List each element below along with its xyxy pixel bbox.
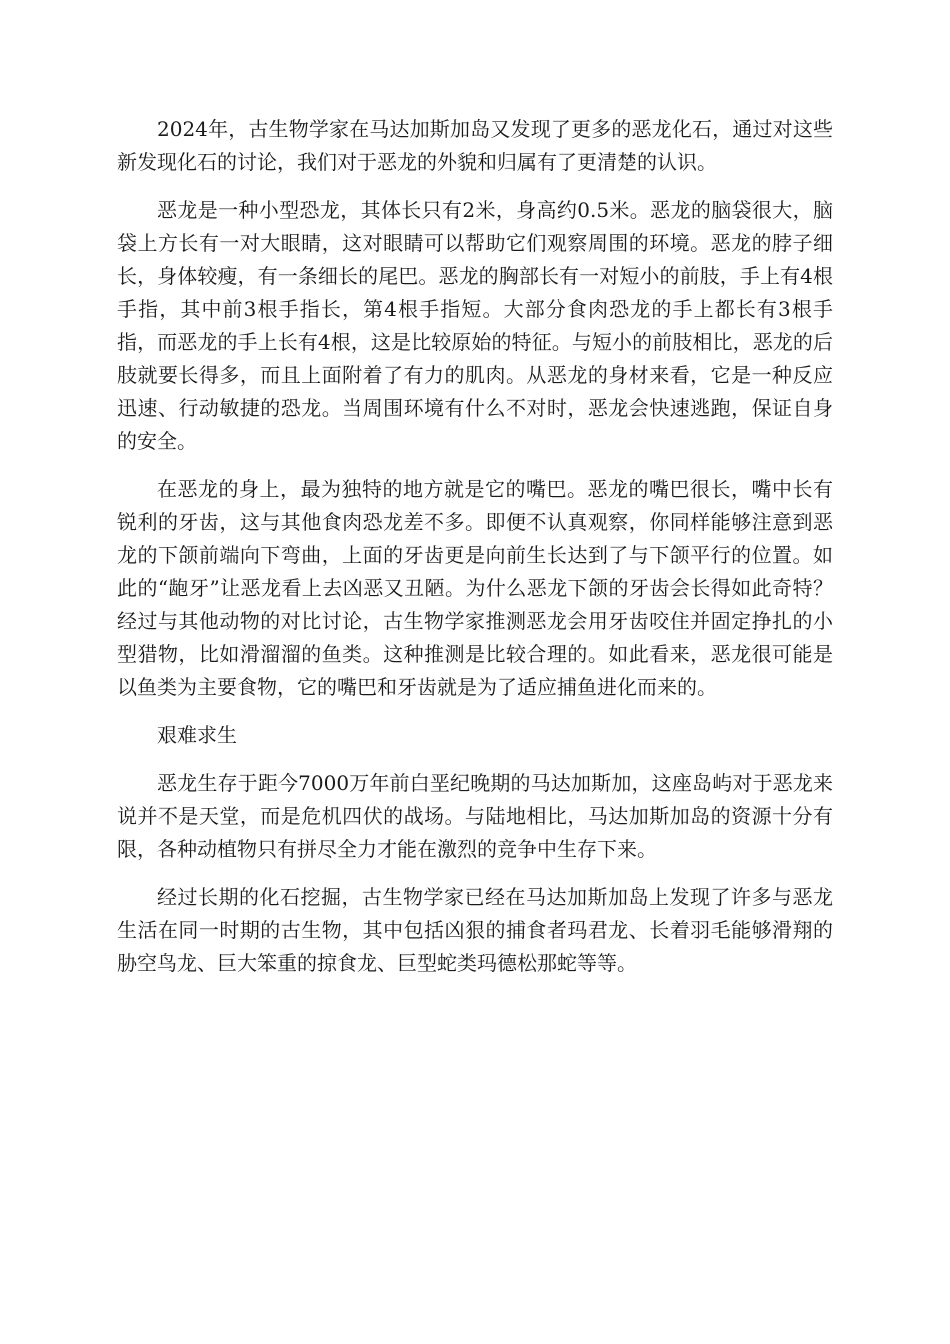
paragraph-contemporaries: 经过长期的化石挖掘，古生物学家已经在马达加斯加岛上发现了许多与恶龙生活在同一时期的古生物，其中包括凶狠的捕食者玛君龙、长着羽毛能够滑翔的胁空鸟龙、巨大笨重的掠食龙、巨型蛇类玛德松那蛇等等。 [117,885,833,975]
paragraph-mouth-teeth: 在恶龙的身上，最为独特的地方就是它的嘴巴。恶龙的嘴巴很长，嘴中长有锐利的牙齿，这与其他食肉恐龙差不多。即便不认真观察，你同样能够注意到恶龙的下颌前端向下弯曲，上面的牙齿更是向前生长达到了与下颌平行的位置。如此的“龅牙”让恶龙看上去凶恶又丑陋。为什么恶龙下颌的牙齿会长得如此奇特？经过与其他动物的对比讨论，古生物学家推测恶龙会用牙齿咬住并固定挣扎的小型猎物，比如滑溜溜的鱼类。这种推测是比较合理的。如此看来，恶龙很可能是以鱼类为主要食物，它的嘴巴和牙齿就是为了适应捕鱼进化而来的。 [117,477,833,699]
paragraph-fossil-discovery: 2024年，古生物学家在马达加斯加岛又发现了更多的恶龙化石，通过对这些新发现化石的讨论，我们对于恶龙的外貌和归属有了更清楚的认识。 [117,117,833,174]
paragraph-habitat: 恶龙生存于距今7000万年前白垩纪晚期的马达加斯加，这座岛屿对于恶龙来说并不是天堂，而是危机四伏的战场。与陆地相比，马达加斯加岛的资源十分有限，各种动植物只有拼尽全力才能在激烈的竞争中生存下来。 [117,771,833,861]
section-heading-survival: 艰难求生 [157,723,237,747]
article-body [117,113,833,995]
paragraph-appearance: 恶龙是一种小型恐龙，其体长只有2米，身高约0.5米。恶龙的脑袋很大，脑袋上方长有一对大眼睛，这对眼睛可以帮助它们观察周围的环境。恶龙的脖子细长，身体较瘦，有一条细长的尾巴。恶龙的胸部长有一对短小的前肢，手上有4根手指，其中前3根手指长，第4根手指短。大部分食肉恐龙的手上都长有3根手指，而恶龙的手上长有4根，这是比较原始的特征。与短小的前肢相比，恶龙的后肢就要长得多，而且上面附着了有力的肌肉。从恶龙的身材来看，它是一种反应迅速、行动敏捷的恐龙。当周围环境有什么不对时，恶龙会快速逃跑，保证自身的安全。 [117,198,833,453]
